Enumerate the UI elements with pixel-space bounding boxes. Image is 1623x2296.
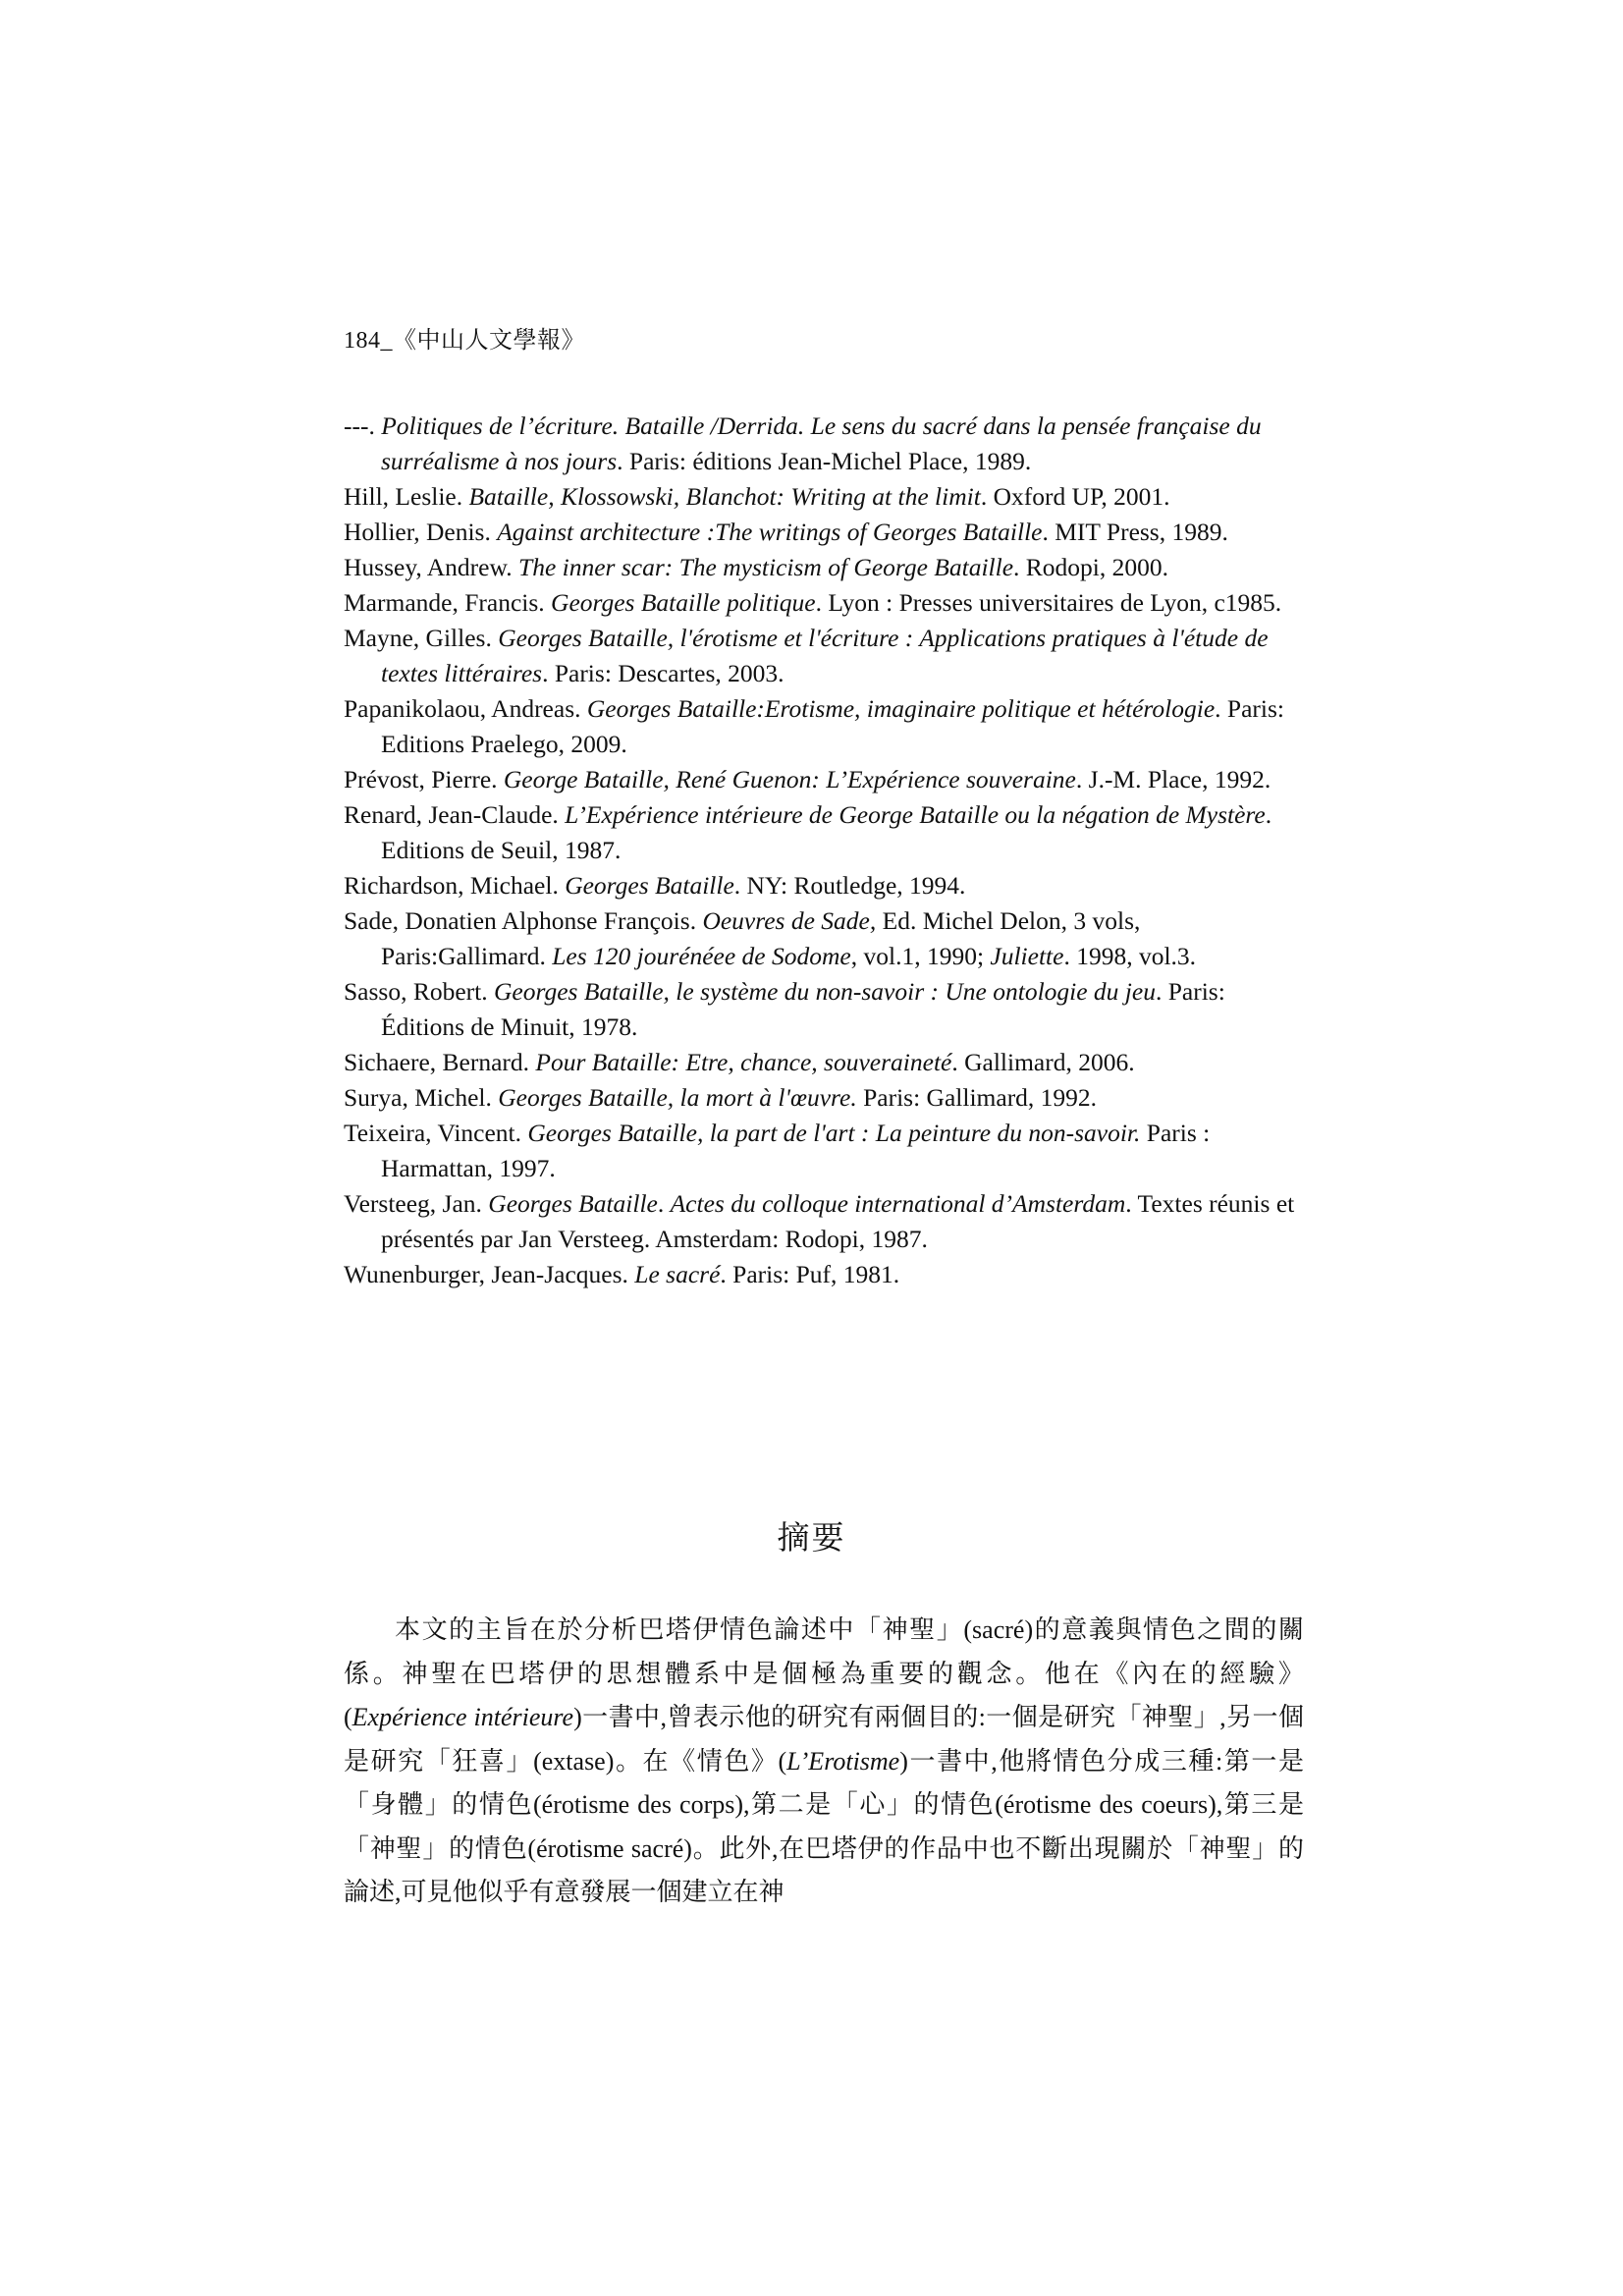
ref-publication: Paris : Harmattan, 1997. <box>381 1119 1211 1182</box>
ref-publication: . Oxford UP, 2001. <box>980 482 1170 511</box>
ref-author: Papanikolaou, Andreas. <box>344 694 587 723</box>
ref-title: Georges Bataille <box>565 871 734 900</box>
abstract-heading: 摘要 <box>777 1521 846 1557</box>
ref-title: Juliette <box>990 942 1064 970</box>
reference-entry <box>344 1045 1306 1080</box>
ref-title: L’Expérience intérieure de George Bataille ou la négation de Mystère <box>565 800 1266 829</box>
ref-title: Actes du colloque international d’Amsterdam <box>670 1189 1126 1218</box>
ref-author: Prévost, Pierre. <box>344 765 504 793</box>
reference-entry <box>344 409 1306 479</box>
ref-title: Georges Bataille:Erotisme, imaginaire politique et hétérologie <box>586 694 1216 723</box>
ref-author: Mayne, Gilles. <box>344 624 499 652</box>
reference-entry <box>344 515 1306 550</box>
ref-publication: . NY: Routledge, 1994. <box>733 871 966 900</box>
ref-title: Georges Bataille, la mort à l'œuvre. <box>498 1083 857 1112</box>
ref-author: Teixeira, Vincent. <box>344 1119 528 1147</box>
ref-author: Hollier, Denis. <box>344 518 498 546</box>
reference-entry <box>344 550 1306 585</box>
ref-publication: . Rodopi, 2000. <box>1013 553 1169 581</box>
ref-author: Sade, Donatien Alphonse François. <box>344 906 703 935</box>
ref-author: Sichaere, Bernard. <box>344 1048 536 1076</box>
reference-list <box>344 409 1306 1292</box>
reference-entry <box>344 691 1306 762</box>
running-head: 184_《中山人文學報》 <box>344 328 585 354</box>
ref-publication: . Editions de Seuil, 1987. <box>381 800 1272 864</box>
abstract-text: )一書中,他將情色分成三種:第一是「身體」的情色(érotisme des corps),第二是「心」的情色(érotisme des coeurs),第三是「神聖」的情色(érotisme sacré)。此外,在巴塔伊的作品中也不斷出現關於「神聖」的論述,可見他似乎有意發展一個建立在神 <box>344 1746 1304 1906</box>
reference-entry <box>344 1116 1306 1186</box>
ref-publication: . J.-M. Place, 1992. <box>1075 765 1271 793</box>
ref-title: Bataille, Klossowski, Blanchot: Writing at the limit <box>468 482 981 511</box>
ref-publication: . Lyon : Presses universitaires de Lyon, c1985. <box>815 588 1282 617</box>
ref-author: Sasso, Robert. <box>344 977 494 1006</box>
ref-title: George Bataille, René Guenon: L’Expérience souveraine <box>503 765 1076 793</box>
abstract-paragraph <box>344 1609 1304 1915</box>
ref-publication: . MIT Press, 1989. <box>1042 518 1228 546</box>
ref-title: Georges Bataille <box>488 1189 658 1218</box>
reference-entry <box>344 797 1306 868</box>
reference-entry <box>344 974 1306 1045</box>
ref-title: Georges Bataille, l'érotisme et l'écriture : Applications pratiques à l'étude de textes littéraires <box>381 624 1269 687</box>
reference-entry <box>344 1186 1306 1257</box>
ref-publication: , vol.1, 1990; <box>850 942 991 970</box>
ref-title: Les 120 jourénéee de Sodome <box>552 942 851 970</box>
ref-title: Georges Bataille, la part de l'art : La peinture du non-savoir. <box>527 1119 1141 1147</box>
ref-author: Renard, Jean-Claude. <box>344 800 566 829</box>
abstract-text: 本文的主旨在於分析巴塔伊情色論述中「神聖」(sacré)的意義與情色之間的關係。神聖在巴塔伊的思想體系中是個極為重要的觀念。他在《內在的經驗》( <box>344 1615 1304 1731</box>
abstract-italic-title: L’Erotisme <box>786 1746 900 1776</box>
ref-author: Hussey, Andrew. <box>344 553 519 581</box>
ref-title: The inner scar: The mysticism of George Bataille <box>518 553 1014 581</box>
ref-author: Wunenburger, Jean-Jacques. <box>344 1260 635 1288</box>
ref-publication: . Paris: Éditions de Minuit, 1978. <box>381 977 1225 1041</box>
ref-publication: . Textes réunis et présentés par Jan Versteeg. Amsterdam: Rodopi, 1987. <box>381 1189 1295 1253</box>
reference-entry <box>344 479 1306 515</box>
abstract-text: )一書中,曾表示他的研究有兩個目的:一個是研究「神聖」,另一個是研究「狂喜」(extase)。在《情色》( <box>344 1703 1304 1776</box>
ref-author: ---. <box>344 411 382 440</box>
reference-entry <box>344 621 1306 691</box>
ref-title: Pour Bataille: Etre, chance, souveraineté <box>535 1048 952 1076</box>
ref-publication: . Paris: Descartes, 2003. <box>542 659 784 687</box>
ref-publication: . <box>657 1189 671 1218</box>
reference-entry <box>344 1257 1306 1292</box>
reference-entry <box>344 762 1306 797</box>
reference-entry <box>344 868 1306 903</box>
ref-title: Politiques de l’écriture. Bataille /Derrida. Le sens du sacré dans la pensée française du surréalisme à nos jours <box>381 411 1262 475</box>
ref-publication: Ed. Michel Delon, 3 vols, Paris:Gallimard. <box>381 906 1141 970</box>
ref-publication: . Paris: Editions Praelego, 2009. <box>381 694 1284 758</box>
ref-author: Marmande, Francis. <box>344 588 552 617</box>
ref-title: Le sacré <box>634 1260 721 1288</box>
ref-publication: Paris: Gallimard, 1992. <box>856 1083 1098 1112</box>
ref-title: Oeuvres de Sade, <box>702 906 877 935</box>
ref-title: Against architecture :The writings of Georges Bataille <box>497 518 1043 546</box>
ref-publication: . Gallimard, 2006. <box>951 1048 1135 1076</box>
ref-author: Versteeg, Jan. <box>344 1189 489 1218</box>
abstract-italic-title: Expérience intérieure <box>352 1703 574 1731</box>
ref-title: Georges Bataille politique <box>551 588 816 617</box>
ref-author: Hill, Leslie. <box>344 482 469 511</box>
ref-publication: . 1998, vol.3. <box>1063 942 1197 970</box>
ref-publication: . Paris: Puf, 1981. <box>720 1260 900 1288</box>
reference-entry <box>344 903 1306 974</box>
ref-author: Richardson, Michael. <box>344 871 566 900</box>
ref-publication: . Paris: éditions Jean-Michel Place, 1989. <box>617 447 1032 475</box>
ref-author: Surya, Michel. <box>344 1083 499 1112</box>
ref-title: Georges Bataille, le système du non-savoir : Une ontologie du jeu <box>494 977 1156 1006</box>
reference-entry <box>344 1080 1306 1116</box>
reference-entry <box>344 585 1306 621</box>
